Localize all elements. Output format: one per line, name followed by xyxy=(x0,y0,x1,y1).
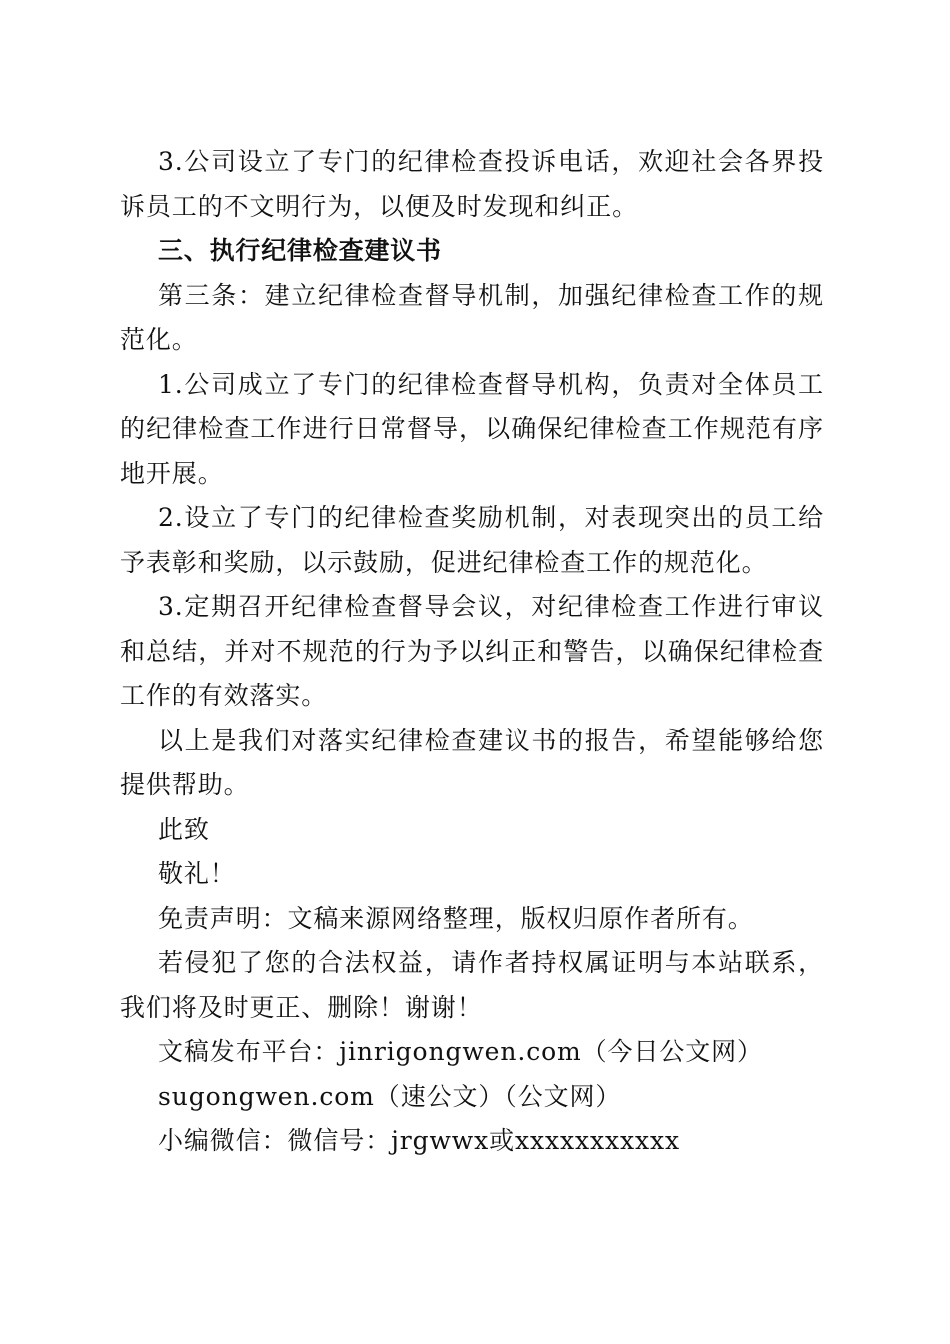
section-3-heading: 三、执行纪律检查建议书 xyxy=(158,236,442,265)
salutation-line-1: 此致 xyxy=(158,814,210,844)
salutation-line-2: 敬礼！ xyxy=(158,859,236,888)
disclaimer: 免责声明：文稿来源网络整理，版权归原作者所有。 xyxy=(158,903,754,933)
editor-wechat: 小编微信：微信号：jrgwwx或xxxxxxxxxxx xyxy=(158,1126,680,1155)
item-3-complaint-hotline: 3.公司设立了专门的纪律检查投诉电话，欢迎社会各界投诉员工的不文明行为，以便及时发现和纠正。 xyxy=(120,147,824,221)
conclusion: 以上是我们对落实纪律检查建议书的报告，希望能够给您提供帮助。 xyxy=(120,725,824,799)
article-3: 第三条：建立纪律检查督导机制，加强纪律检查工作的规范化。 xyxy=(120,280,824,354)
article-3-item-2: 2.设立了专门的纪律检查奖励机制，对表现突出的员工给予表彰和奖励，以示鼓励，促进纪律检查工作的规范化。 xyxy=(120,503,824,577)
publishing-platform: 文稿发布平台：jinrigongwen.com（今日公文网） xyxy=(158,1037,763,1066)
infringement-notice: 若侵犯了您的合法权益，请作者持权属证明与本站联系，我们将及时更正、删除！谢谢！ xyxy=(120,948,824,1022)
publishing-platform-alt: sugongwen.com（速公文）（公文网） xyxy=(158,1081,622,1111)
article-3-item-3: 3.定期召开纪律检查督导会议，对纪律检查工作进行审议和总结，并对不规范的行为予以纠正和警告，以确保纪律检查工作的有效落实。 xyxy=(120,592,824,710)
document-body xyxy=(120,140,824,1164)
article-3-item-1: 1.公司成立了专门的纪律检查督导机构，负责对全体员工的纪律检查工作进行日常督导，以确保纪律检查工作规范有序地开展。 xyxy=(120,369,824,488)
